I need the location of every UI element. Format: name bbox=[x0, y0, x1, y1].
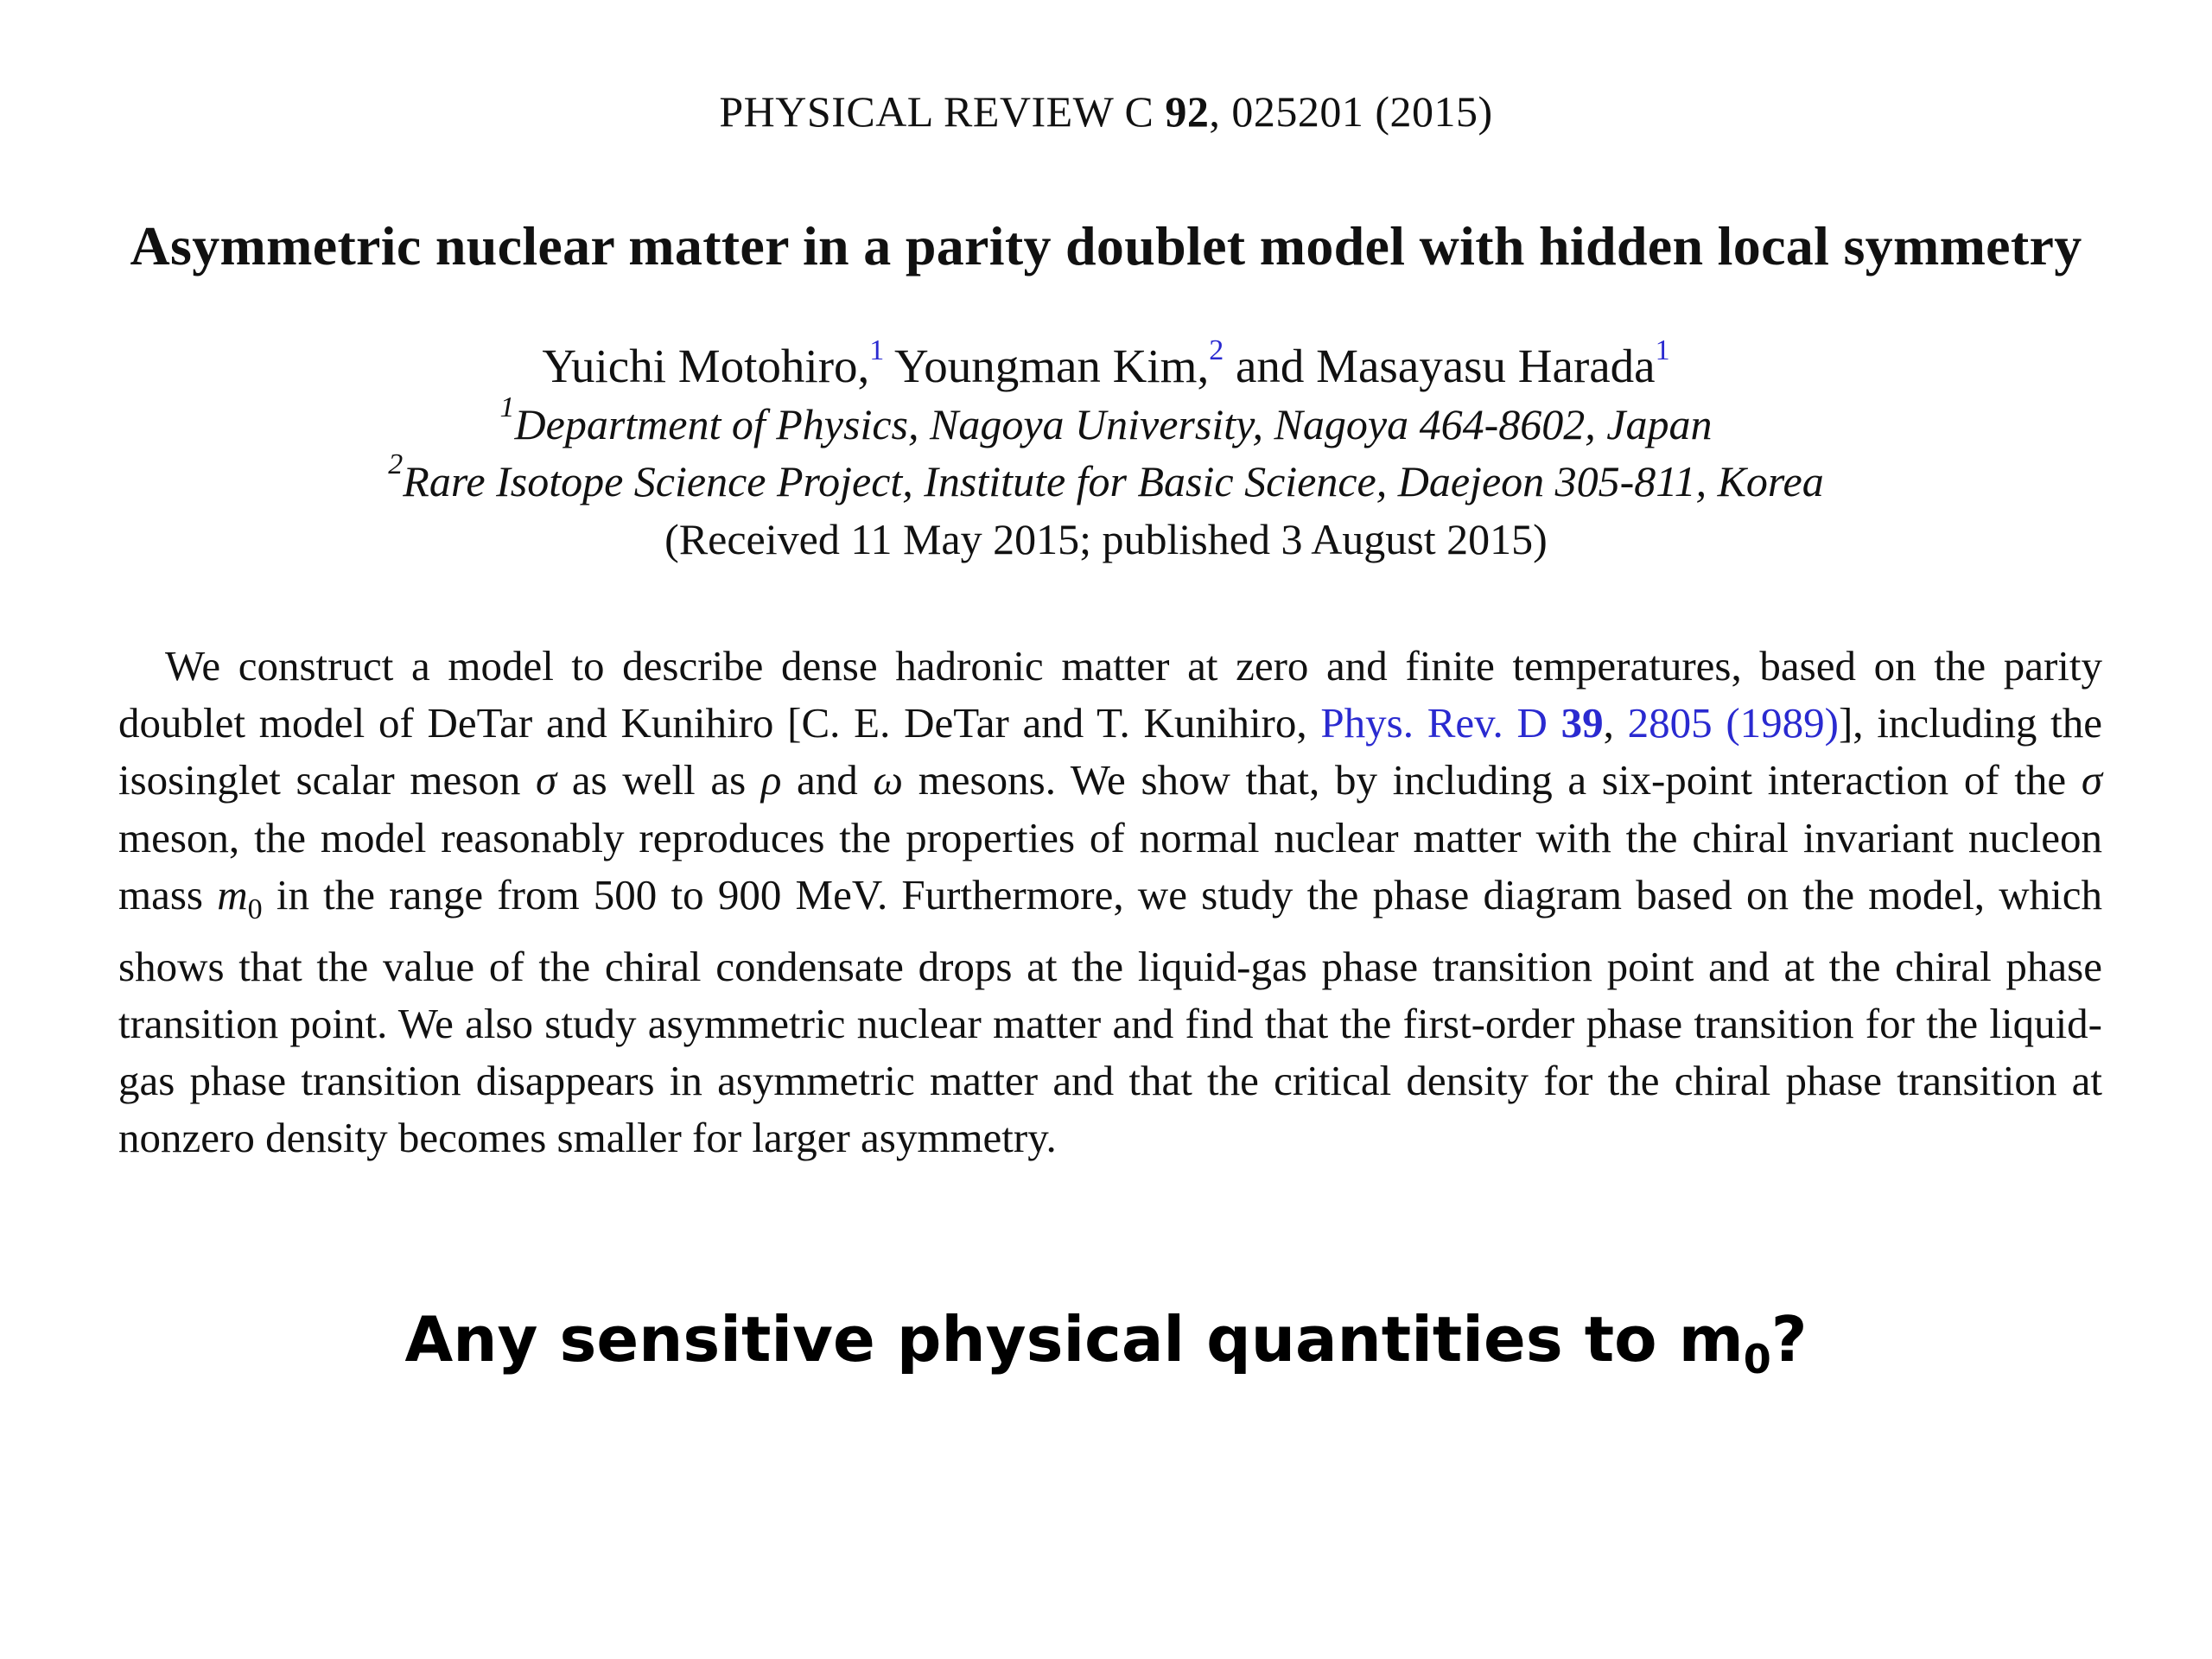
m0-symbol bbox=[217, 870, 263, 925]
journal-volume: 92 bbox=[1165, 87, 1210, 136]
abstract-text: We construct a model to describe dense hadronic matter at zero and finite temperatures, based on the parity doublet model of DeTar and Kunihiro [C. E. DeTar and T. Kunihiro, bbox=[118, 642, 2102, 747]
affiliation-text: Department of Physics, Nagoya University, Nagoya 464-8602, Japan bbox=[514, 400, 1713, 448]
abstract-text: in the range from 500 to 900 MeV. Furthermore, we study the phase diagram based on the model, which shows that the value of the chiral condensate drops at the liquid-gas phase transition point and at the chiral phase transition point. We also study asymmetric nuclear matter and find that the first-order phase transition for the liquid-gas phase transition disappears in asymmetric matter and that the critical density for the chiral phase transition at nonzero density becomes smaller for larger asymmetry. bbox=[118, 870, 2102, 1162]
sigma-symbol: σ bbox=[2081, 756, 2102, 804]
abstract-text: as well as bbox=[556, 756, 761, 804]
slide-question bbox=[0, 1303, 2212, 1382]
author-name: Youngman Kim, bbox=[894, 340, 1210, 392]
reference-link[interactable] bbox=[1320, 699, 1603, 747]
paper-title: Asymmetric nuclear matter in a parity doublet model with hidden local symmetry bbox=[130, 215, 2082, 276]
author-name: and Masayasu Harada bbox=[1235, 340, 1656, 392]
abstract bbox=[118, 638, 2102, 1167]
reference-separator: , bbox=[1603, 699, 1628, 747]
affiliation-1 bbox=[0, 391, 2212, 449]
abstract-text: mesons. We show that, by including a six-point interaction of the bbox=[903, 756, 2082, 804]
author-list bbox=[0, 334, 2212, 393]
affiliation-mark: 2 bbox=[388, 448, 404, 480]
affiliation-link[interactable]: 1 bbox=[1655, 334, 1670, 366]
journal-article-year: , 025201 (2015) bbox=[1209, 87, 1493, 136]
reference-page-link[interactable]: 2805 bbox=[1627, 699, 1713, 747]
m-symbol: m bbox=[217, 870, 248, 918]
abstract-text: ], including the isosinglet scalar meson bbox=[118, 699, 2102, 804]
journal-header bbox=[0, 86, 2212, 137]
affiliation-text: Rare Isotope Science Project, Institute for Basic Science, Daejeon 305-811, Korea bbox=[403, 457, 1824, 505]
author-name: Yuichi Motohiro, bbox=[542, 340, 870, 392]
affiliation-2 bbox=[0, 448, 2212, 506]
question-subscript: 0 bbox=[1743, 1336, 1771, 1382]
received-date: (Received 11 May 2015; published 3 August 2015) bbox=[664, 515, 1548, 563]
abstract-text: and bbox=[781, 756, 874, 804]
question-mark: ? bbox=[1770, 1303, 1808, 1376]
reference-separator bbox=[1713, 699, 1726, 747]
m-subscript: 0 bbox=[247, 893, 263, 925]
reference-volume: 39 bbox=[1560, 699, 1604, 747]
affiliation-link[interactable]: 1 bbox=[869, 334, 885, 366]
abstract-text: meson, the model reasonably reproduces the properties of normal nuclear matter with the chiral invariant nucleon mass bbox=[118, 813, 2102, 918]
rho-symbol: ρ bbox=[760, 756, 782, 804]
sigma-symbol: σ bbox=[536, 756, 557, 804]
reference-journal: Phys. Rev. D bbox=[1320, 699, 1561, 747]
affiliation-link[interactable]: 2 bbox=[1209, 334, 1224, 366]
question-text: Any sensitive physical quantities to m bbox=[404, 1303, 1744, 1376]
omega-symbol: ω bbox=[873, 756, 904, 804]
reference-year-link[interactable]: (1989) bbox=[1726, 699, 1839, 747]
affiliation-mark: 1 bbox=[499, 391, 515, 423]
journal-name: PHYSICAL REVIEW C bbox=[719, 87, 1154, 136]
